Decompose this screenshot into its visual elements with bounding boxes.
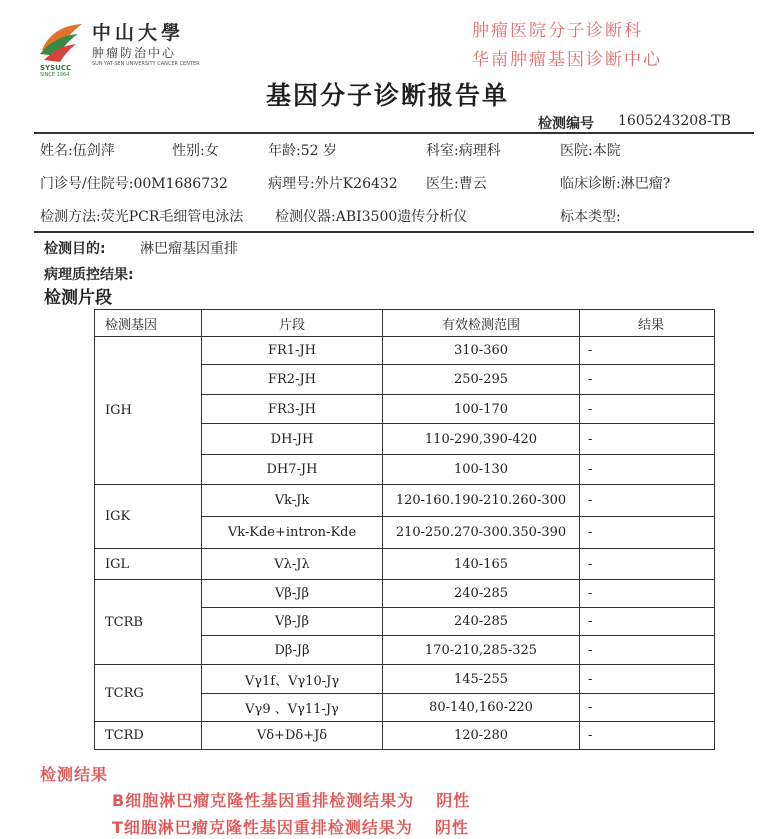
t-cell-result-text: T细胞淋巴瘤克隆性基因重排检测结果为 [112,818,413,837]
fragment-cell: Vk-Jk [202,485,383,517]
result-cell: - [580,424,715,455]
fragment-cell: Vβ-Jβ [202,580,383,608]
result-cell: - [580,722,715,750]
result-cell: - [580,665,715,694]
range-cell: 120-280 [383,722,580,750]
gene-cell: IGL [95,549,202,580]
pathology-number-label: 病理号: [268,176,315,192]
table-row [95,485,715,517]
table-row [95,722,715,750]
age-label: 年龄: [268,143,301,159]
gene-cell: TCRB [95,580,202,665]
b-cell-result-value: 阴性 [436,791,471,810]
segments-table [94,309,715,750]
fragment-cell: Vγ9 、Vγ11-Jγ [202,694,383,722]
logo-since: SINCE 1964 [40,72,70,78]
clinical-diagnosis-field [560,173,670,193]
range-cell: 310-360 [383,337,580,365]
header-result: 结果 [580,310,715,337]
age-field [268,140,337,160]
result-cell: - [580,517,715,549]
doctor-label: 医生: [426,176,459,192]
table-header-row [95,310,715,337]
range-cell: 240-285 [383,608,580,636]
department-field [426,140,501,160]
hospital-field [560,140,621,160]
logo-university-name: 中山大學 [92,22,185,44]
gene-cell: IGH [95,337,202,485]
method: 荧光PCR毛细管电泳法 [100,209,244,225]
method-label: 检测方法: [40,209,101,225]
header-range: 有效检测范围 [383,310,580,337]
report-number: 1605243208-TB [618,113,731,129]
gene-cell: TCRD [95,722,202,750]
fragment-cell: FR2-JH [202,365,383,395]
fragment-cell: DH7-JH [202,455,383,485]
result-cell: - [580,365,715,395]
patient-sex: 女 [204,143,219,159]
table-row [95,549,715,580]
result-cell: - [580,549,715,580]
patient-name: 伍剑萍 [72,143,115,159]
t-cell-result [112,815,469,838]
logo-english-name: SUN YAT-SEN UNIVERSITY CANCER CENTER [92,61,200,67]
gene-cell: TCRG [95,665,202,722]
hospital-logo [38,14,200,78]
pathology-number: 外片K26432 [314,176,398,192]
table-row [95,337,715,365]
range-cell: 110-290,390-420 [383,424,580,455]
patient-age: 52 岁 [300,143,337,159]
fragment-cell: Vk-Kde+intron-Kde [202,517,383,549]
result-cell: - [580,694,715,722]
t-cell-result-value: 阴性 [434,818,469,837]
department-label: 科室: [426,143,459,159]
result-cell: - [580,636,715,665]
result-cell: - [580,608,715,636]
doctor: 曹云 [458,176,487,192]
fragment-cell: DH-JH [202,424,383,455]
method-field [40,206,243,226]
fragment-cell: Dβ-Jβ [202,636,383,665]
dept-line-2: 华南肿瘤基因诊断中心 [472,50,662,70]
logo-abbreviation: SYSUCC [40,64,72,72]
table-row [95,665,715,694]
name-label: 姓名: [40,143,73,159]
specimen-type-label: 标本类型: [560,209,621,225]
doctor-field [426,173,487,193]
hospital-label: 医院: [560,143,593,159]
purpose: 淋巴瘤基因重排 [140,241,238,257]
result-cell: - [580,485,715,517]
report-title: 基因分子诊断报告单 [265,81,509,110]
clinic-number-field [40,173,228,193]
fragment-cell: Vδ+Dδ+Jδ [202,722,383,750]
dept-line-1: 肿瘤医院分子诊断科 [472,21,643,41]
department: 病理科 [458,143,501,159]
range-cell: 100-170 [383,395,580,424]
results-label: 检测结果 [40,765,109,784]
b-cell-result [112,788,470,811]
fragment-cell: Vβ-Jβ [202,608,383,636]
clinic-number: 00M1686732 [133,176,228,192]
result-cell: - [580,337,715,365]
header-fragment: 片段 [202,310,383,337]
table-row [95,580,715,608]
info-divider [34,231,754,233]
result-cell: - [580,580,715,608]
patient-name-field [40,140,115,160]
purpose-label: 检测目的: [44,241,106,257]
clinical-diagnosis-label: 临床诊断: [560,176,621,192]
result-cell: - [580,455,715,485]
report-number-label: 检测编号 [538,116,594,132]
header-divider [34,132,754,134]
instrument-label: 检测仪器: [275,209,336,225]
range-cell: 145-255 [383,665,580,694]
range-cell: 140-165 [383,549,580,580]
pathology-number-field [268,173,398,193]
instrument-field [275,206,467,226]
segments-heading: 检测片段 [44,288,112,308]
sex-field [172,140,219,160]
fragment-cell: Vγ1f、Vγ10-Jγ [202,665,383,694]
gene-cell: IGK [95,485,202,549]
range-cell: 170-210,285-325 [383,636,580,665]
range-cell: 250-295 [383,365,580,395]
logo-center-name: 肿瘤防治中心 [92,46,177,60]
sex-label: 性别: [172,143,205,159]
sysucc-logo-icon [38,20,86,64]
range-cell: 240-285 [383,580,580,608]
instrument: ABI3500遗传分析仪 [335,209,468,225]
range-cell: 100-130 [383,455,580,485]
b-cell-result-text: B细胞淋巴瘤克隆性基因重排检测结果为 [112,791,415,810]
fragment-cell: FR1-JH [202,337,383,365]
qc-label: 病理质控结果: [44,267,134,283]
result-cell: - [580,395,715,424]
fragment-cell: Vλ-Jλ [202,549,383,580]
range-cell: 80-140,160-220 [383,694,580,722]
range-cell: 120-160.190-210.260-300 [383,485,580,517]
clinic-number-label: 门诊号/住院号: [40,176,134,192]
fragment-cell: FR3-JH [202,395,383,424]
range-cell: 210-250.270-300.350-390 [383,517,580,549]
hospital: 本院 [592,143,621,159]
specimen-type-field [560,206,621,226]
clinical-diagnosis: 淋巴瘤? [620,176,671,192]
header-gene: 检测基因 [95,310,202,337]
